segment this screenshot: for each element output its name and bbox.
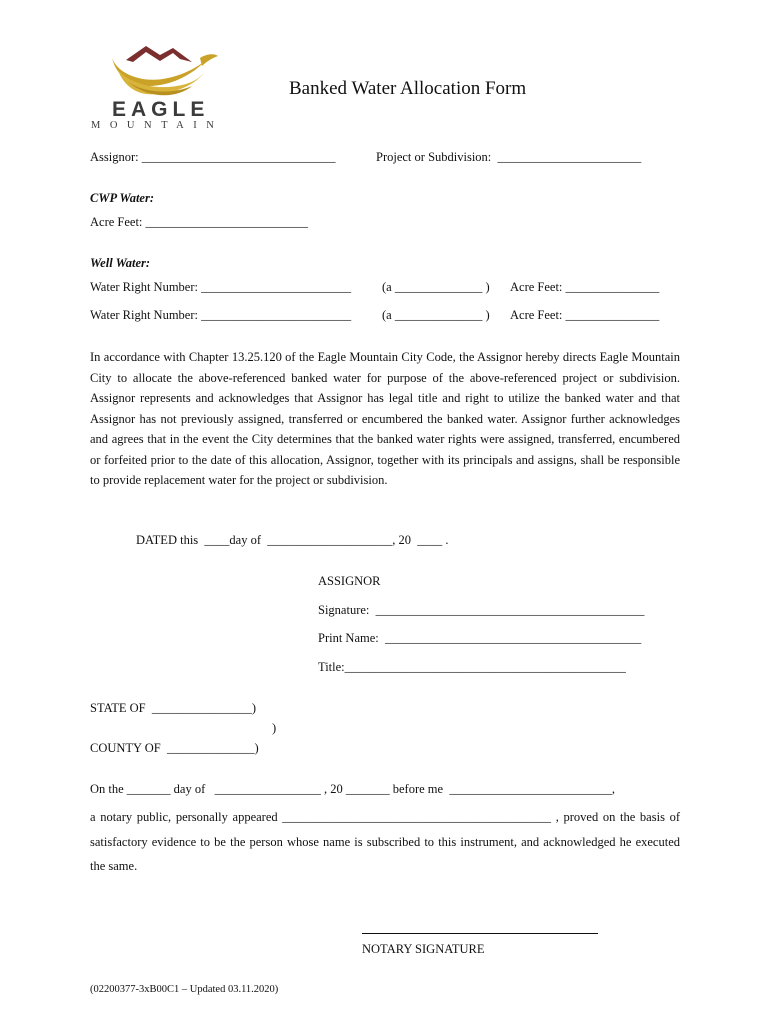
cwp-acre-feet-field[interactable]: Acre Feet: __________________________ bbox=[90, 215, 309, 229]
notary-date-line[interactable]: On the _______ day of _________________ , 20 _______ before me __________________________, bbox=[90, 782, 615, 796]
logo-name-eagle: EAGLE bbox=[112, 98, 210, 121]
form-footer: (02200377-3xB00C1 – Updated 03.11.2020) bbox=[90, 984, 279, 995]
cwp-water-heading: CWP Water: bbox=[90, 191, 155, 205]
notary-signature-label: NOTARY SIGNATURE bbox=[362, 942, 485, 956]
state-of-field[interactable]: STATE OF ________________) bbox=[90, 701, 257, 715]
well-water-heading: Well Water: bbox=[90, 256, 151, 270]
project-field[interactable]: Project or Subdivision: _______________________ bbox=[376, 150, 642, 164]
well-acre-feet-field[interactable]: Acre Feet: _______________ bbox=[510, 280, 660, 294]
logo-name-mountain: MOUNTAIN bbox=[91, 120, 224, 131]
assignor-heading: ASSIGNOR bbox=[318, 574, 381, 588]
signature-field[interactable]: Signature: ___________________________________________ bbox=[318, 603, 645, 617]
venue-paren: ) bbox=[272, 721, 277, 735]
water-right-number-field[interactable]: Water Right Number: ________________________ bbox=[90, 280, 352, 294]
eagle-mountain-emblem-icon bbox=[88, 40, 238, 100]
page-title: Banked Water Allocation Form bbox=[289, 78, 527, 99]
eagle-mountain-logo bbox=[88, 40, 238, 135]
print-name-field[interactable]: Print Name: _________________________________________ bbox=[318, 631, 642, 645]
assignor-field[interactable]: Assignor: _______________________________ bbox=[90, 150, 336, 164]
title-field[interactable]: Title:_____________________________________________ bbox=[318, 660, 626, 674]
allocation-paragraph: In accordance with Chapter 13.25.120 of the Eagle Mountain City Code, the Assignor hereby directs Eagle Mountain City to allocate the above-referenced banked water for purpose of the above-referenced project or subdivision. Assignor represents and acknowledges that Assignor has legal title and right to utilize the banked water and that Assignor has not previously assigned, transferred or encumbered the banked water. Assignor further acknowledges and agrees that in the event the City determines that the banked water rights were assigned, transferred, encumbered or forfeited prior to the date of this allocation, Assignor, together with its principals and assigns, shall be responsible to provide replacement water for the project or subdivision. bbox=[90, 350, 680, 487]
water-right-number-field[interactable]: Water Right Number: ________________________ bbox=[90, 308, 352, 322]
county-of-field[interactable]: COUNTY OF ______________) bbox=[90, 741, 259, 755]
dated-line[interactable]: DATED this ____day of ____________________, 20 ____ . bbox=[136, 533, 449, 547]
water-right-a-field[interactable]: (a ______________ ) bbox=[382, 308, 490, 322]
notary-signature-line[interactable] bbox=[362, 933, 598, 934]
notary-paragraph: a notary public, personally appeared ___________________________________________ , proved on the basis of satisfactory evidence to be the person whose name is subscribed to this instrument, and acknowledged he executed the same. bbox=[90, 810, 680, 873]
water-right-a-field[interactable]: (a ______________ ) bbox=[382, 280, 490, 294]
well-acre-feet-field[interactable]: Acre Feet: _______________ bbox=[510, 308, 660, 322]
